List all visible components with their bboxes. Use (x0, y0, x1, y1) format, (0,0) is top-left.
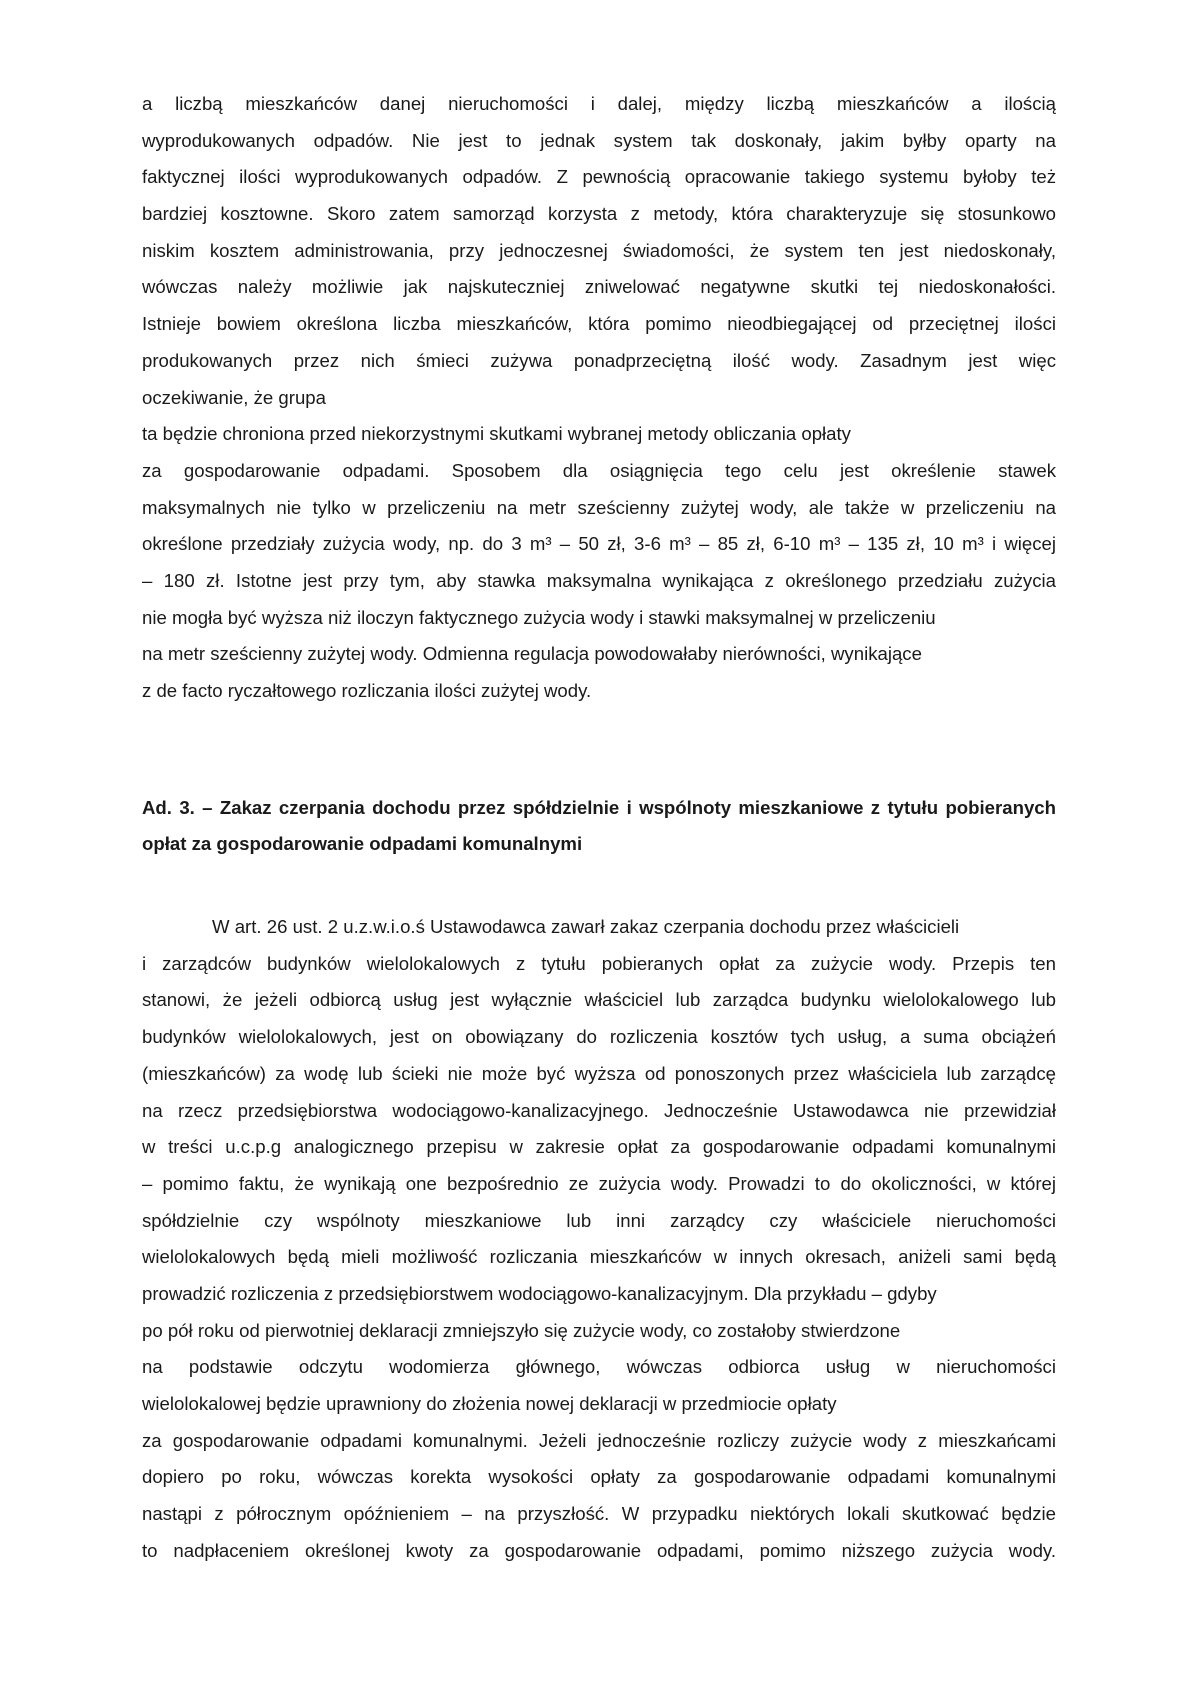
text-line: nastąpi z półrocznym opóźnieniem – na przyszłość. W przypadku niektórych lokali skutkować będzie (142, 1503, 1056, 1525)
text-line: za gospodarowanie odpadami komunalnymi. Jeżeli jednocześnie rozliczy zużycie wody z mieszkańcami (142, 1429, 1056, 1451)
text-line: – pomimo faktu, że wynikają one bezpośrednio ze zużycia wody. Prowadzi to do okoliczności, w której (142, 1172, 1056, 1194)
text-line: Istnieje bowiem określona liczba mieszkańców, która pomimo nieodbiegającej od przeciętnej ilości (142, 313, 1056, 335)
text-line: nie mogła być wyższa niż iloczyn faktycznego zużycia wody i stawki maksymalnej w przeliczeniu (142, 606, 936, 628)
text-line: określone przedziały zużycia wody, np. do 3 m³ – 50 zł, 3-6 m³ – 85 zł, 6-10 m³ – 135 zł, 10 m³ i więcej (142, 533, 1056, 555)
text-line: w treści u.c.p.g analogicznego przepisu w zakresie opłat za gospodarowanie odpadami komunalnymi (142, 1136, 1056, 1158)
text-line: (mieszkańców) za wodę lub ścieki nie może być wyższa od ponoszonych przez właściciela lub zarządcę (142, 1062, 1056, 1084)
text-line: spółdzielnie czy wspólnoty mieszkaniowe lub inni zarządcy czy właściciele nieruchomości (142, 1209, 1056, 1231)
text-line: po pół roku od pierwotniej deklaracji zmniejszyło się zużycie wody, co zostałoby stwierdzone (142, 1319, 901, 1341)
text-line: ta będzie chroniona przed niekorzystnymi skutkami wybranej metody obliczania opłaty (142, 423, 851, 445)
text-line: W art. 26 ust. 2 u.z.w.i.o.ś Ustawodawca zawarł zakaz czerpania dochodu przez właścicieli (212, 916, 960, 938)
text-line: z de facto ryczałtowego rozliczania ilości zużytej wody. (142, 680, 592, 701)
text-line: maksymalnych nie tylko w przeliczeniu na metr sześcienny zużytej wody, ale także w przeliczeniu na (142, 496, 1056, 518)
text-line: wielolokalowej będzie uprawniony do złożenia nowej deklaracji w przedmiocie opłaty (142, 1393, 837, 1414)
section-spacer (142, 710, 1056, 790)
text-line: produkowanych przez nich śmieci zużywa ponadprzeciętną ilość wody. Zasadnym jest więc (142, 349, 1056, 371)
text-line: dopiero po roku, wówczas korekta wysokości opłaty za gospodarowanie odpadami komunalnymi (142, 1466, 1056, 1488)
text-line: a liczbą mieszkańców danej nieruchomości i dalej, między liczbą mieszkańców a ilością (142, 93, 1056, 114)
text-line: za gospodarowanie odpadami. Sposobem dla osiągnięcia tego celu jest określenie stawek (142, 459, 1056, 481)
text-line: na rzecz przedsiębiorstwa wodociągowo-kanalizacyjnego. Jednocześnie Ustawodawca nie przewidział (142, 1099, 1056, 1121)
text-line: na metr sześcienny zużytej wody. Odmienna regulacja powodowałaby nierówności, wynikające (142, 643, 922, 665)
text-line: budynków wielolokalowych, jest on obowiązany do rozliczenia kosztów tych usług, a suma obciążeń (142, 1026, 1056, 1048)
text-line: wyprodukowanych odpadów. Nie jest to jednak system tak doskonały, jakim byłby oparty na (142, 129, 1056, 151)
heading-line: Ad. 3. – Zakaz czerpania dochodu przez spółdzielnie i wspólnoty mieszkaniowe z tytułu pobieranych (142, 796, 1056, 818)
text-line: wówczas należy możliwie jak najskuteczniej zniwelować negatywne skutki tej niedoskonałości. (142, 276, 1056, 298)
text-line: oczekiwanie, że grupa (142, 386, 326, 408)
text-line: i zarządców budynków wielolokalowych z tytułu pobieranych opłat za zużycie wody. Przepis ten (142, 952, 1056, 974)
text-line: – 180 zł. Istotne jest przy tym, aby stawka maksymalna wynikająca z określonego przedziału zużycia (142, 569, 1056, 591)
paragraph-block-1 (142, 86, 1056, 710)
document-page (142, 86, 1056, 1569)
heading-spacer (142, 863, 1056, 909)
heading-line: opłat za gospodarowanie odpadami komunalnymi (142, 833, 583, 855)
text-line: bardziej kosztowne. Skoro zatem samorząd korzysta z metody, która charakteryzuje się stosunkowo (142, 203, 1056, 225)
paragraph-block-2 (142, 909, 1056, 1569)
text-line: stanowi, że jeżeli odbiorcą usług jest wyłącznie właściciel lub zarządca budynku wielolokalowego lub (142, 989, 1056, 1011)
text-line: na podstawie odczytu wodomierza głównego, wówczas odbiorca usług w nieruchomości (142, 1356, 1056, 1378)
text-line: faktycznej ilości wyprodukowanych odpadów. Z pewnością opracowanie takiego systemu byłoby też (142, 166, 1056, 188)
text-line: wielolokalowych będą mieli możliwość rozliczania mieszkańców w innych okresach, aniżeli sami będą (142, 1246, 1056, 1268)
text-line: niskim kosztem administrowania, przy jednoczesnej świadomości, że system ten jest niedoskonały, (142, 239, 1056, 261)
text-line: to nadpłaceniem określonej kwoty za gospodarowanie odpadami, pomimo niższego zużycia wody. (142, 1539, 1056, 1561)
text-line: prowadzić rozliczenia z przedsiębiorstwem wodociągowo-kanalizacyjnym. Dla przykładu – gdyby (142, 1282, 937, 1304)
section-heading (142, 790, 1056, 863)
